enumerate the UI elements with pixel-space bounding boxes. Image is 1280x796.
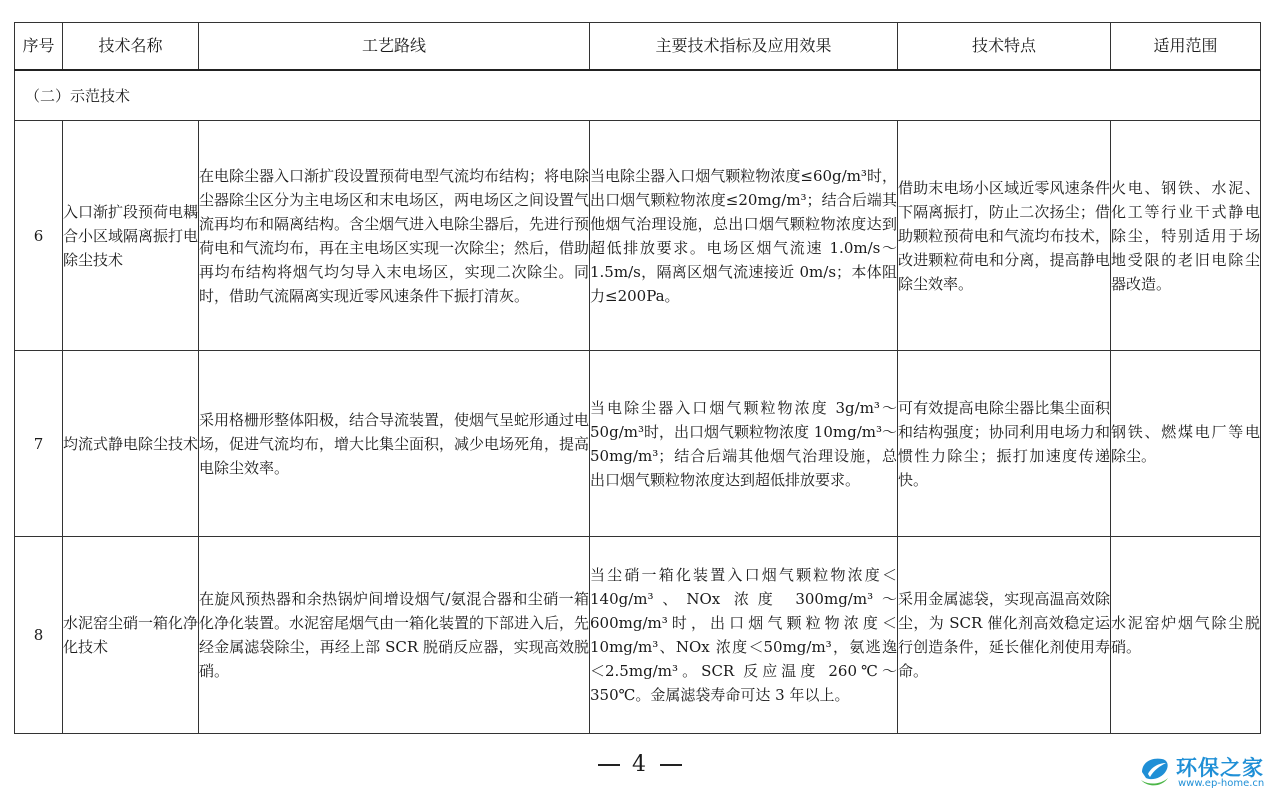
footer-dash-right bbox=[660, 764, 682, 766]
section-row bbox=[15, 70, 1261, 121]
technical-indicators: 当尘硝一箱化装置入口烟气颗粒物浓度＜140g/m³、NOx 浓度 300mg/m³～600mg/m³时，出口烟气颗粒物浓度＜10mg/m³、NOx 浓度＜50mg/m³，氨逃逸＜2.5mg/m³。SCR 反应温度 260℃～350℃。金属滤袋寿命可达 3 年以上。 bbox=[590, 537, 898, 734]
row-number: 6 bbox=[15, 121, 63, 351]
process-route: 在电除尘器入口渐扩段设置预荷电型气流均布结构；将电除尘器除尘区分为主电场区和末电场区，两电场区之间设置气流再均布和隔离结构。含尘烟气进入电除尘器后，先进行预荷电和气流均布，再在主电场区实现一次除尘；然后，借助再均布结构将烟气均匀导入末电场区，实现二次除尘。同时，借助气流隔离实现近零风速条件下振打清灰。 bbox=[199, 121, 590, 351]
header-process: 工艺路线 bbox=[199, 23, 590, 71]
technology-table bbox=[14, 22, 1261, 734]
technical-indicators: 当电除尘器入口烟气颗粒物浓度 3g/m³～50g/m³时，出口烟气颗粒物浓度 10mg/m³～50mg/m³；结合后端其他烟气治理设施，总出口烟气颗粒物浓度达到超低排放要求。 bbox=[590, 351, 898, 537]
page-number: 4 bbox=[632, 752, 648, 777]
header-name: 技术名称 bbox=[63, 23, 199, 71]
watermark-url: www.ep-home.cn bbox=[1178, 778, 1265, 789]
technology-name: 水泥窑尘硝一箱化净化技术 bbox=[63, 537, 199, 734]
technical-indicators: 当电除尘器入口烟气颗粒物浓度≤60g/m³时，出口烟气颗粒物浓度≤20mg/m³；结合后端其他烟气治理设施，总出口烟气颗粒物浓度达到超低排放要求。电场区烟气流速 1.0m/s～1.5m/s，隔离区烟气流速接近 0m/s；本体阻力≤200Pa。 bbox=[590, 121, 898, 351]
header-features: 技术特点 bbox=[898, 23, 1111, 71]
application-scope: 火电、钢铁、水泥、化工等行业干式静电除尘，特别适用于场地受限的老旧电除尘器改造。 bbox=[1111, 121, 1261, 351]
row-number: 7 bbox=[15, 351, 63, 537]
row-number: 8 bbox=[15, 537, 63, 734]
table-row bbox=[15, 121, 1261, 351]
technology-name: 均流式静电除尘技术 bbox=[63, 351, 199, 537]
page-footer bbox=[0, 752, 1280, 777]
header-indicators: 主要技术指标及应用效果 bbox=[590, 23, 898, 71]
header-row bbox=[15, 23, 1261, 71]
leaf-logo-icon bbox=[1138, 754, 1172, 788]
process-route: 在旋风预热器和余热锅炉间增设烟气/氨混合器和尘硝一箱化净化装置。水泥窑尾烟气由一箱化装置的下部进入后，先经金属滤袋除尘，再经上部 SCR 脱硝反应器，实现高效脱硝。 bbox=[199, 537, 590, 734]
application-scope: 水泥窑炉烟气除尘脱硝。 bbox=[1111, 537, 1261, 734]
header-scope: 适用范围 bbox=[1111, 23, 1261, 71]
process-route: 采用格栅形整体阳极，结合导流装置，使烟气呈蛇形通过电场，促进气流均布，增大比集尘面积，减少电场死角，提高电除尘效率。 bbox=[199, 351, 590, 537]
watermark-logo bbox=[1138, 752, 1278, 792]
watermark-name: 环保之家 bbox=[1176, 756, 1264, 780]
header-no: 序号 bbox=[15, 23, 63, 71]
application-scope: 钢铁、燃煤电厂等电除尘。 bbox=[1111, 351, 1261, 537]
section-title: （二）示范技术 bbox=[15, 70, 1261, 121]
table-row bbox=[15, 537, 1261, 734]
technical-features: 借助末电场小区域近零风速条件下隔离振打，防止二次扬尘；借助颗粒预荷电和气流均布技术，改进颗粒荷电和分离，提高静电除尘效率。 bbox=[898, 121, 1111, 351]
technical-features: 可有效提高电除尘器比集尘面积和结构强度；协同利用电场力和惯性力除尘；振打加速度传递快。 bbox=[898, 351, 1111, 537]
technology-name: 入口渐扩段预荷电耦合小区域隔离振打电除尘技术 bbox=[63, 121, 199, 351]
table-row bbox=[15, 351, 1261, 537]
footer-dash-left bbox=[598, 764, 620, 766]
technical-features: 采用金属滤袋，实现高温高效除尘，为 SCR 催化剂高效稳定运行创造条件，延长催化剂使用寿命。 bbox=[898, 537, 1111, 734]
